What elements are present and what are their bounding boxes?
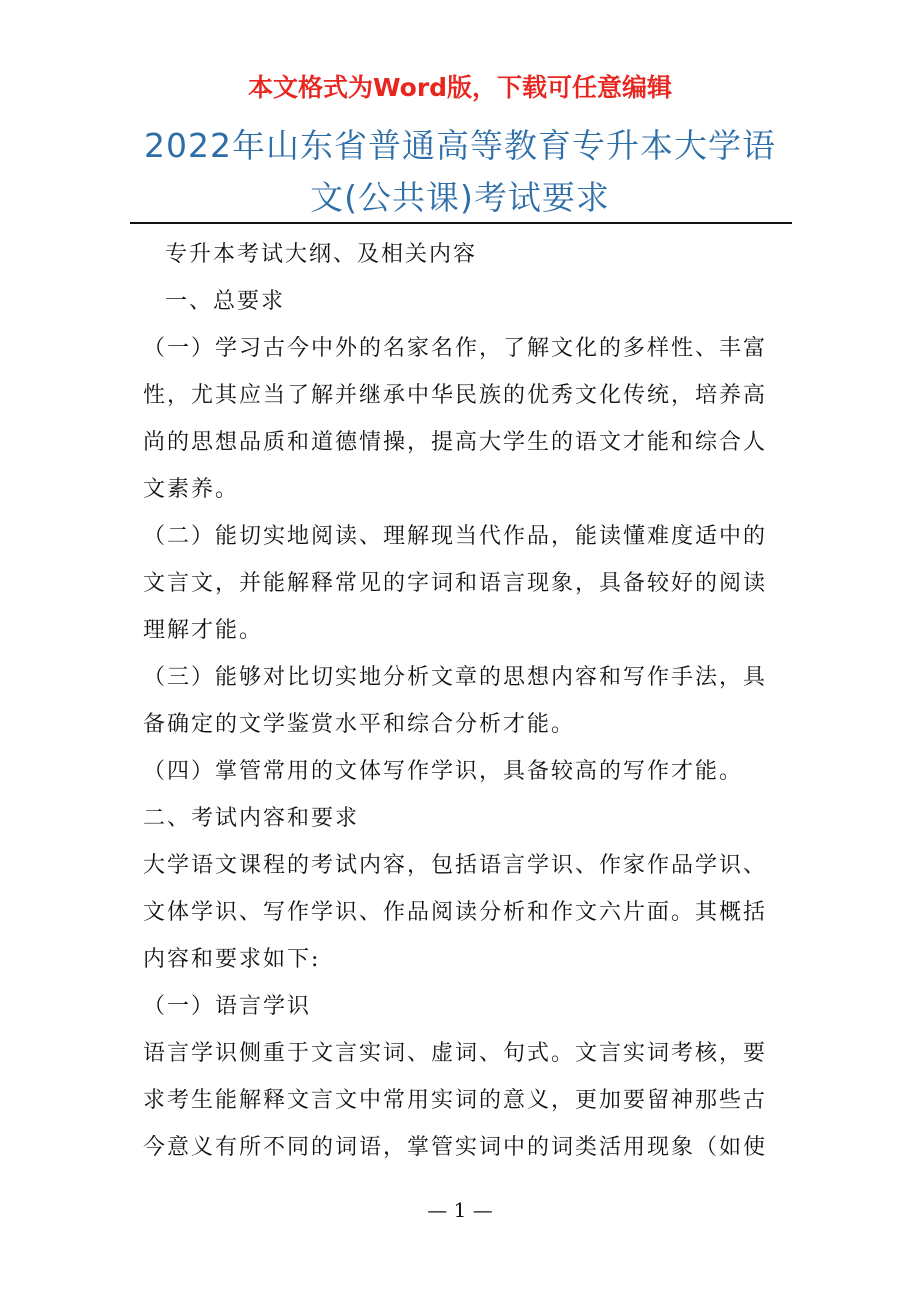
- page-number: — 1 —: [427, 1198, 493, 1222]
- section-heading-general-requirements: 一、总要求: [165, 289, 286, 314]
- title-divider: [130, 222, 792, 224]
- requirement-paragraph-3: （三）能够对比切实地分析文章的思想内容和写作手法，具备确定的文学鉴赏水平和综合分析才能。: [143, 665, 768, 737]
- section-heading-exam-content: 二、考试内容和要求: [143, 806, 360, 831]
- document-body: [143, 231, 783, 1171]
- subsection-heading-language-knowledge: （一）语言学识: [143, 994, 312, 1019]
- format-notice-banner: 本文格式为Word版，下载可任意编辑: [247, 73, 673, 102]
- document-title-line-2: 文(公共课)考试要求: [310, 178, 610, 217]
- requirement-paragraph-2: （二）能切实地阅读、理解现当代作品，能读懂难度适中的文言文，并能解释常见的字词和语言现象，具备较好的阅读理解才能。: [143, 524, 768, 643]
- exam-content-intro-paragraph: 大学语文课程的考试内容，包括语言学识、作家作品学识、文体学识、写作学识、作品阅读分析和作文六片面。其概括内容和要求如下:: [143, 853, 768, 972]
- document-title: [100, 120, 820, 224]
- language-knowledge-paragraph: 语言学识侧重于文言实词、虚词、句式。文言实词考核，要求考生能解释文言文中常用实词的意义，更加要留神那些古今意义有所不同的词语，掌管实词中的词类活用现象（如使: [143, 1041, 768, 1160]
- intro-paragraph: 专升本考试大纲、及相关内容: [165, 242, 478, 267]
- requirement-paragraph-4: （四）掌管常用的文体写作学识，具备较高的写作才能。: [143, 759, 744, 784]
- document-title-line-1: 2022年山东省普通高等教育专升本大学语: [144, 126, 776, 165]
- requirement-paragraph-1: （一）学习古今中外的名家名作，了解文化的多样性、丰富性，尤其应当了解并继承中华民族的优秀文化传统，培养高尚的思想品质和道德情操，提高大学生的语文才能和综合人文素养。: [143, 336, 768, 502]
